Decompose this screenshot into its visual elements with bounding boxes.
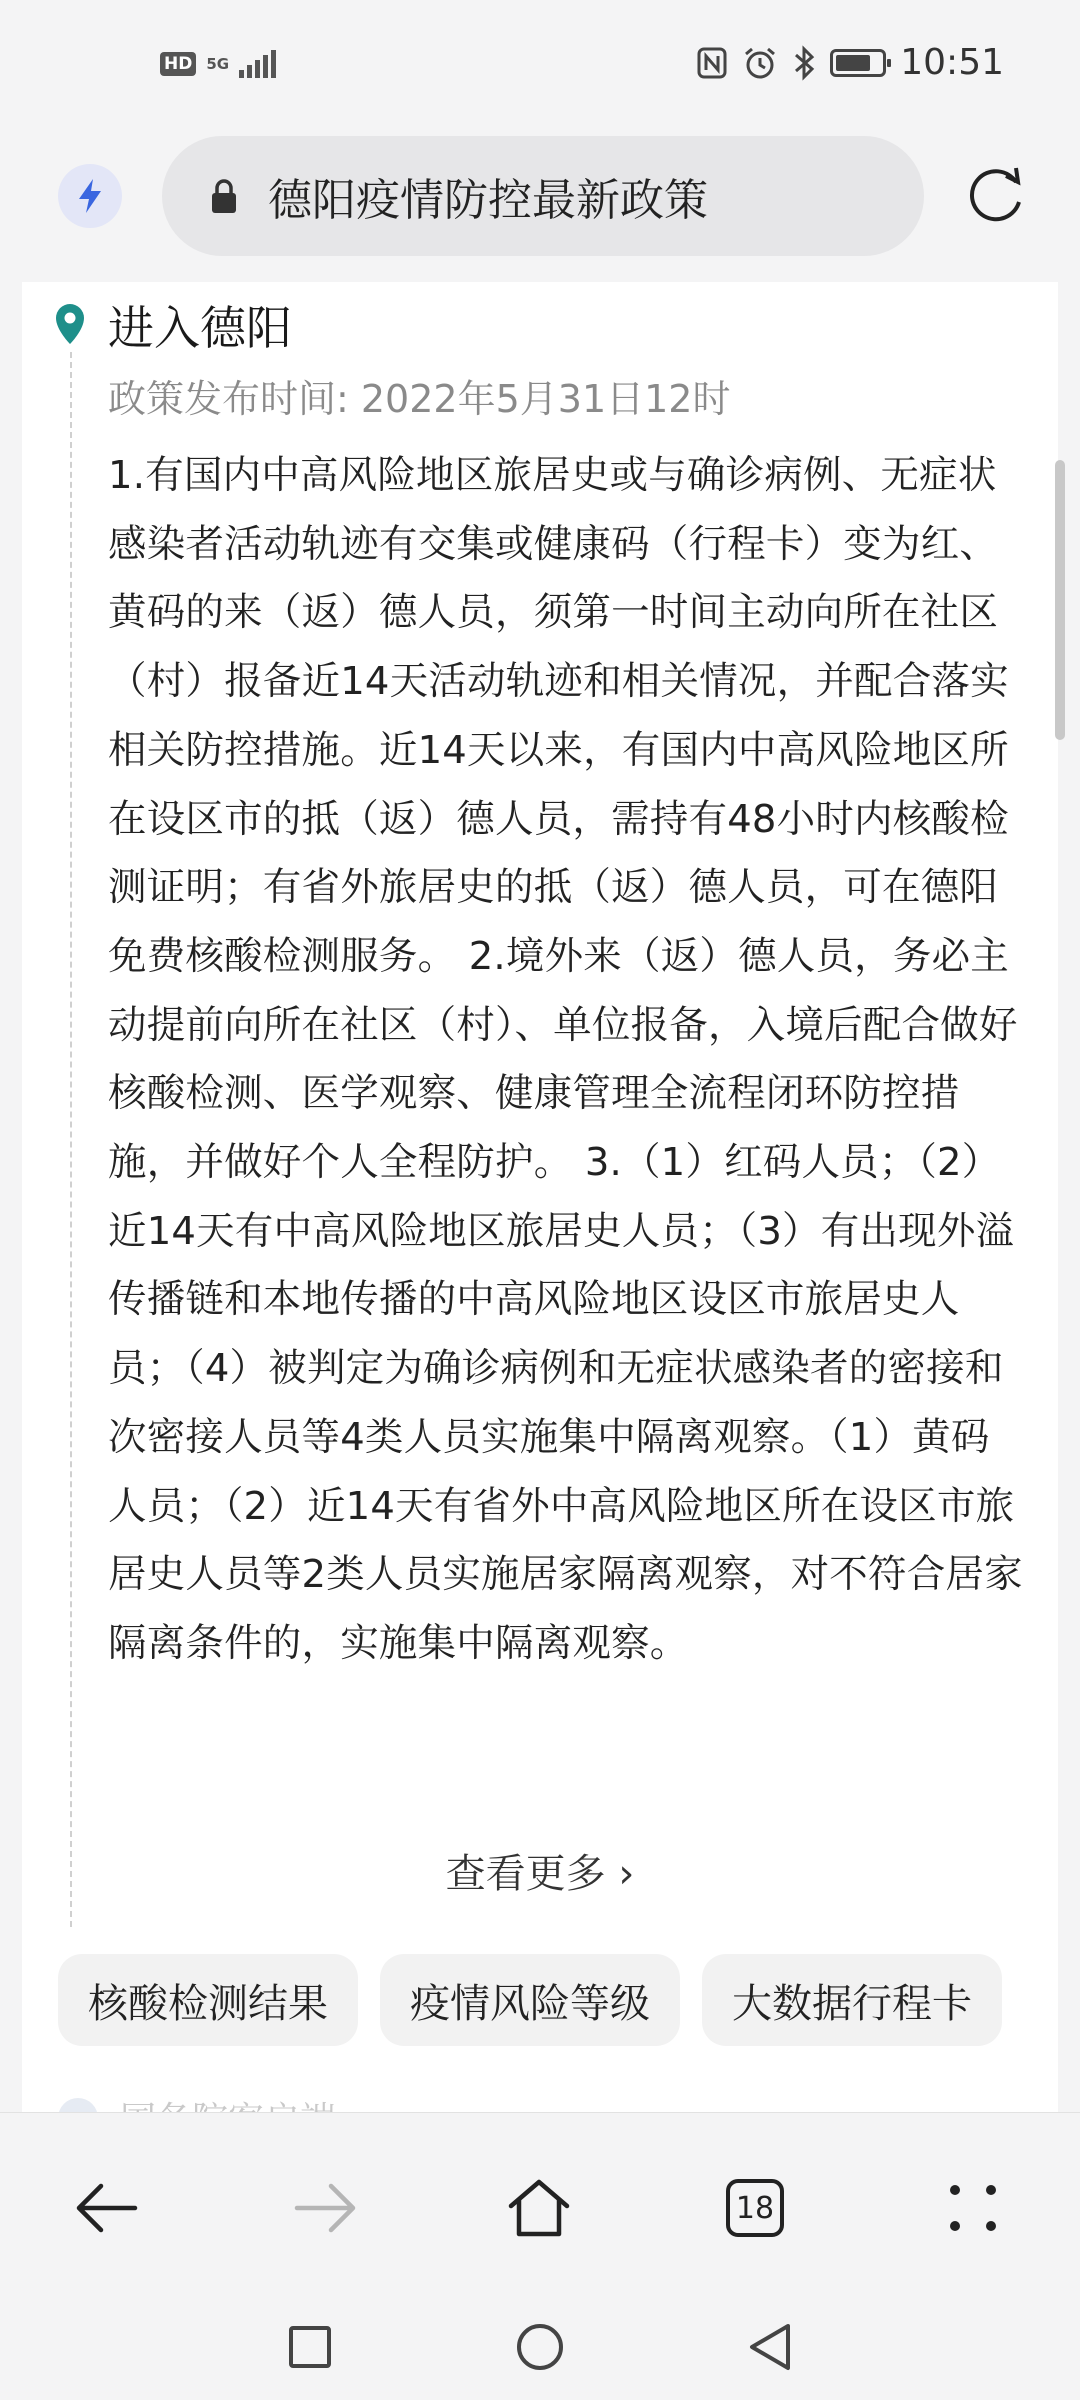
system-home-button[interactable]	[505, 2312, 575, 2382]
lightning-bolt-icon	[75, 177, 105, 215]
chip-nucleic-result[interactable]: 核酸检测结果	[58, 1954, 358, 2046]
tabs-button[interactable]	[710, 2163, 800, 2253]
policy-date: 政策发布时间: 2022年5月31日12时	[108, 377, 731, 421]
triangle-back-icon	[748, 2322, 792, 2372]
reload-icon	[964, 162, 1028, 226]
see-more-link[interactable]: 查看更多 ›	[445, 1851, 635, 1897]
forward-button[interactable]	[280, 2163, 370, 2253]
section-title: 进入德阳	[108, 301, 292, 355]
alarm-icon	[742, 45, 778, 81]
tab-count-badge: 18	[726, 2179, 784, 2237]
bluetooth-icon	[792, 45, 816, 81]
forward-arrow-icon	[293, 2182, 357, 2234]
status-left	[160, 50, 276, 78]
nfc-icon	[696, 46, 728, 80]
lock-icon	[206, 174, 242, 218]
back-button[interactable]	[62, 2163, 152, 2253]
policy-card	[22, 282, 1058, 2112]
network-type: 5G	[206, 55, 230, 73]
back-arrow-icon	[75, 2182, 139, 2234]
recents-button[interactable]	[275, 2312, 345, 2382]
address-bar-row	[0, 130, 1080, 280]
system-nav-bar	[0, 2292, 1080, 2400]
status-right	[696, 42, 1004, 83]
dots-menu-icon	[947, 2182, 999, 2234]
clock: 10:51	[900, 42, 1004, 83]
chip-itinerary-card[interactable]: 大数据行程卡	[702, 1954, 1002, 2046]
square-icon	[288, 2325, 332, 2369]
chip-risk-level[interactable]: 疫情风险等级	[380, 1954, 680, 2046]
address-bar[interactable]	[162, 136, 924, 256]
home-icon	[505, 2176, 573, 2240]
policy-body: 1.有国内中高风险地区旅居史或与确诊病例、无症状感染者活动轨迹有交集或健康码（行程卡）变为红、黄码的来（返）德人员，须第一时间主动向所在社区（村）报备近14天活动轨迹和相关情况，并配合落实相关防控措施。近14天以来，有国内中高风险地区所在设区市的抵（返）德人员，需持有48小时内核酸检测证明；有省外旅居史的抵（返）德人员，可在德阳免费核酸检测服务。 2.境外来（返）德人员，务必主动提前向所在社区（村）、单位报备，入境后配合做好核酸检测、医学观察、健康管理全流程闭环防控措施，并做好个人全程防护。 3.（1）红码人员；（2）近14天有中高风险地区旅居史人员；（3）有出现外溢传播链和本地传播的中高风险地区设区市旅居史人员；（4）被判定为确诊病例和无症状感染者的密接和次密接人员等4类人员实施集中隔离观察。（1）黄码人员；（2）近14天有省外中高风险地区所在设区市旅居史人员等2类人员实施居家隔离观察，对不符合居家隔离条件的，实施集中隔离观察。	[108, 453, 1023, 1666]
signal-icon	[239, 50, 276, 78]
hd-badge: HD	[160, 52, 196, 76]
browser-toolbar	[0, 2112, 1080, 2292]
home-button[interactable]	[494, 2163, 584, 2253]
scrollbar-thumb[interactable]	[1055, 460, 1065, 740]
address-text: 德阳疫情防控最新政策	[268, 175, 708, 226]
system-back-button[interactable]	[735, 2312, 805, 2382]
menu-button[interactable]	[928, 2163, 1018, 2253]
circle-icon	[515, 2322, 565, 2372]
location-pin-icon	[52, 302, 88, 348]
reload-button[interactable]	[960, 158, 1032, 230]
quick-action-button[interactable]	[58, 164, 122, 228]
related-chips	[58, 1954, 1002, 2046]
status-bar	[0, 0, 1080, 130]
timeline-line	[70, 352, 72, 1927]
battery-icon	[830, 49, 886, 77]
